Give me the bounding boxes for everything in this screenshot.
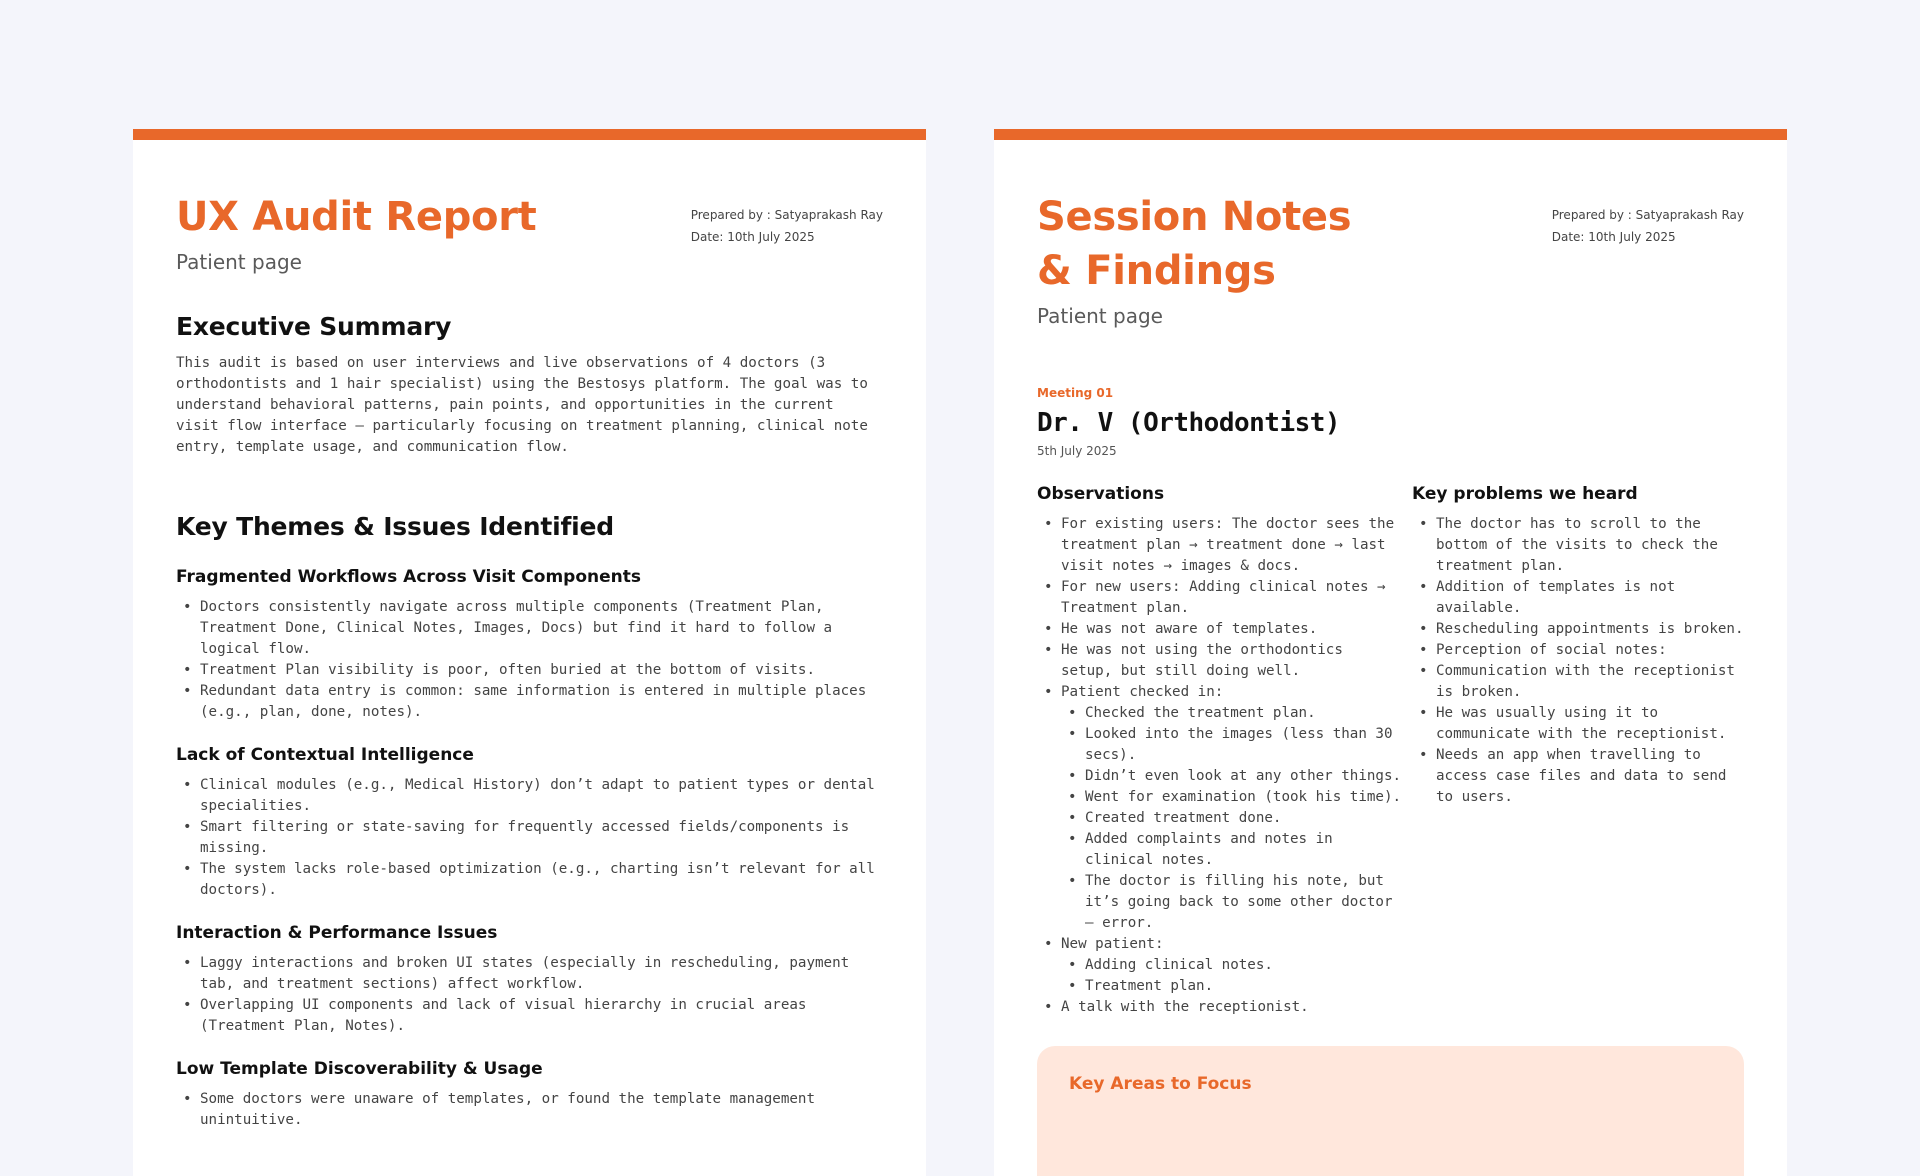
list-item: • Didn’t even look at any other things. (1068, 766, 1402, 787)
prepared-by: Prepared by : Satyaprakash Ray (690, 208, 883, 222)
theme-heading: Lack of Contextual Intelligence (176, 745, 474, 765)
theme-list (176, 775, 883, 901)
list-item: • Redundant data entry is common: same information is entered in multiple places (e.g., plan, done, notes). (183, 681, 883, 723)
list-item: • Went for examination (took his time). (1068, 787, 1402, 808)
list-item: • Rescheduling appointments is broken. (1419, 619, 1747, 640)
observations-column (1037, 484, 1412, 1018)
report-meta (1552, 204, 1744, 248)
meeting-date: 5th July 2025 (1037, 444, 1117, 458)
problems-column (1412, 484, 1747, 1018)
observations-list (1037, 514, 1412, 1018)
observations-heading: Observations (1037, 484, 1165, 504)
list-item: • Added complaints and notes in clinical notes. (1068, 829, 1402, 871)
list-item: • Looked into the images (less than 30 secs). (1068, 724, 1402, 766)
theme-section (176, 923, 883, 1037)
list-item: • Doctors consistently navigate across multiple components (Treatment Plan, Treatment Done, Clinical Notes, Images, Docs) but find it hard to follow a logical flow. (183, 597, 883, 660)
list-item: • Addition of templates is not available. (1419, 577, 1747, 619)
audit-report-page (133, 129, 926, 1176)
sub-list (1061, 703, 1402, 934)
report-date: Date: 10th July 2025 (690, 230, 815, 244)
report-date: Date: 10th July 2025 (1551, 230, 1676, 244)
theme-list (176, 1089, 883, 1131)
list-item: • Adding clinical notes. (1068, 955, 1402, 976)
list-item: • A talk with the receptionist. (1044, 997, 1402, 1018)
list-item: • He was not using the orthodontics setup, but still doing well. (1044, 640, 1402, 682)
title-line: Session Notes (1037, 194, 1352, 240)
themes-heading: Key Themes & Issues Identified (176, 512, 614, 541)
theme-heading: Fragmented Workflows Across Visit Components (176, 567, 642, 587)
list-item-label: New patient: (1061, 936, 1164, 952)
list-item: • Smart filtering or state-saving for frequently accessed fields/components is missing. (183, 817, 883, 859)
title-line: & Findings (1037, 248, 1276, 294)
focus-card (1037, 1046, 1744, 1176)
session-notes-page (994, 129, 1787, 1176)
list-item: • Treatment Plan visibility is poor, often buried at the bottom of visits. (183, 660, 883, 681)
list-item-label: Patient checked in: (1061, 684, 1224, 700)
list-item: • He was not aware of templates. (1044, 619, 1402, 640)
list-item: • Needs an app when travelling to access case files and data to send to users. (1419, 745, 1747, 808)
summary-text: This audit is based on user interviews and live observations of 4 doctors (3 orthodontists and 1 hair specialist) using the Bestosys platform. The goal was to understand behavioral patterns, pain points, and opportunities in the current visit flow interface — particularly focusing on treatment planning, clinical note entry, template usage, and communication flow. (176, 355, 868, 455)
list-item: • Perception of social notes: (1419, 640, 1747, 661)
theme-section (176, 567, 883, 723)
focus-heading: Key Areas to Focus (1069, 1074, 1252, 1094)
prepared-by: Prepared by : Satyaprakash Ray (1551, 208, 1744, 222)
list-item: • Some doctors were unaware of templates, or found the template management unintuitive. (183, 1089, 883, 1131)
list-item: • The doctor has to scroll to the bottom of the visits to check the treatment plan. (1419, 514, 1747, 577)
list-item (1044, 934, 1402, 997)
doctor-name: Dr. V (Orthodontist) (1037, 408, 1341, 438)
list-item: • For new users: Adding clinical notes → Treatment plan. (1044, 577, 1402, 619)
list-item: • Laggy interactions and broken UI states (especially in rescheduling, payment tab, and treatment sections) affect workflow. (183, 953, 883, 995)
findings-columns (1037, 484, 1744, 1018)
list-item: • He was usually using it to communicate with the receptionist. (1419, 703, 1747, 745)
theme-list (176, 597, 883, 723)
problems-heading: Key problems we heard (1412, 484, 1638, 504)
meeting-label: Meeting 01 (1037, 386, 1114, 400)
summary-heading: Executive Summary (176, 312, 452, 341)
theme-section (176, 1059, 883, 1131)
list-item: • The system lacks role-based optimization (e.g., charting isn’t relevant for all doctors). (183, 859, 883, 901)
report-meta (691, 204, 883, 248)
list-item: • The doctor is filling his note, but it’s going back to some other doctor — error. (1068, 871, 1402, 934)
theme-heading: Low Template Discoverability & Usage (176, 1059, 543, 1079)
theme-list (176, 953, 883, 1037)
page-subtitle: Patient page (176, 250, 302, 274)
list-item (1044, 682, 1402, 934)
problems-list (1412, 514, 1747, 808)
theme-section (176, 745, 883, 901)
sub-list (1061, 955, 1402, 997)
list-item: • Treatment plan. (1068, 976, 1402, 997)
list-item: • Created treatment done. (1068, 808, 1402, 829)
list-item: • Checked the treatment plan. (1068, 703, 1402, 724)
list-item: • Communication with the receptionist is broken. (1419, 661, 1747, 703)
list-item: • Clinical modules (e.g., Medical History) don’t adapt to patient types or dental specialities. (183, 775, 883, 817)
theme-heading: Interaction & Performance Issues (176, 923, 498, 943)
list-item: • For existing users: The doctor sees the treatment plan → treatment done → last visit notes → images & docs. (1044, 514, 1402, 577)
list-item: • Overlapping UI components and lack of visual hierarchy in crucial areas (Treatment Plan, Notes). (183, 995, 883, 1037)
page-title: UX Audit Report (176, 194, 537, 240)
page-subtitle: Patient page (1037, 304, 1163, 328)
